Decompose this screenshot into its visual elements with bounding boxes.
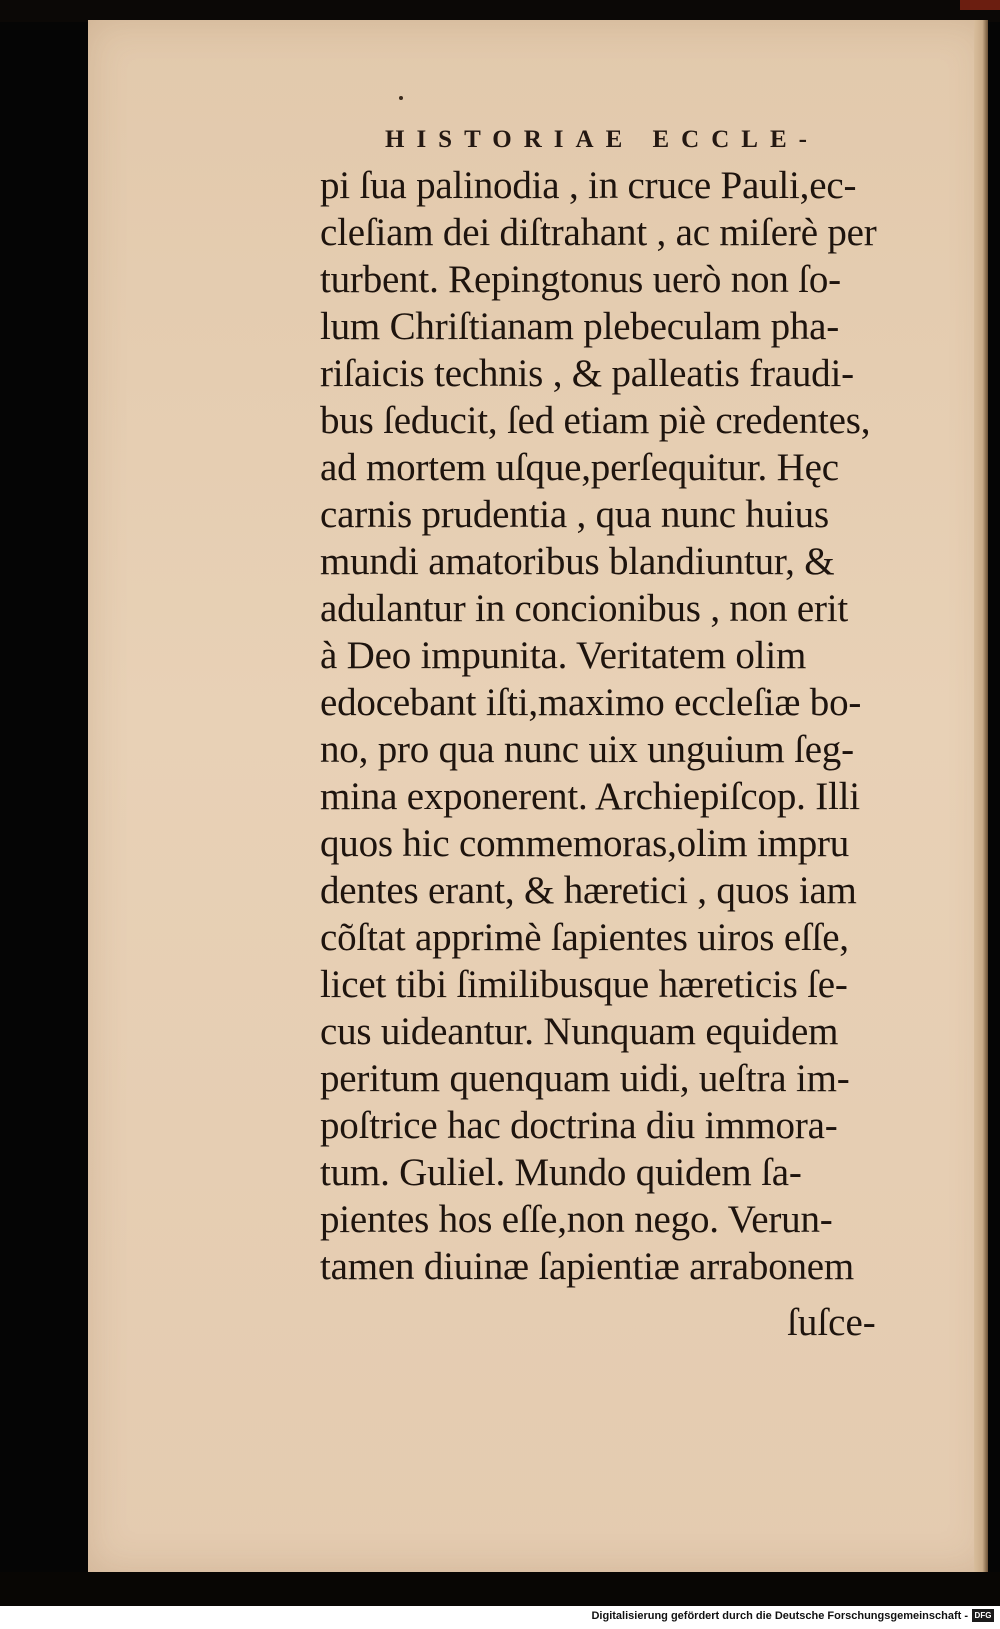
text-line: turbent. Repingtonus uerò non ſo- xyxy=(320,258,841,301)
text-line: no, pro qua nunc uix unguium ſeg- xyxy=(320,728,854,771)
text-line: mundi amatoribus blandiuntur, & xyxy=(320,540,835,583)
scan-bottom-margin xyxy=(0,1572,1000,1606)
text-line: dentes erant, & hæretici , quos iam xyxy=(320,869,857,912)
text-line: tum. Guliel. Mundo quidem ſa- xyxy=(320,1151,802,1194)
ink-dot xyxy=(399,96,403,100)
text-line: peritum quenquam uidi, ueſtra im- xyxy=(320,1057,850,1100)
text-line: lum Chriſtianam plebeculam pha- xyxy=(320,305,840,348)
running-head: HISTORIAE ECCLE- xyxy=(385,126,819,153)
text-line: cõſtat apprimè ſapientes uiros eſſe, xyxy=(320,916,849,959)
text-line: bus ſeducit, ſed etiam piè credentes, xyxy=(320,399,871,442)
text-line: mina exponerent. Archiepiſcop. Illi xyxy=(320,775,860,818)
text-line: poſtrice hac doctrina diu immora- xyxy=(320,1104,838,1147)
text-line: ad mortem uſque,perſequitur. Hęc xyxy=(320,446,839,489)
text-line: pi ſua palinodia , in cruce Pauli,ec- xyxy=(320,164,857,207)
text-line: cleſiam dei diſtrahant , ac miſerè per xyxy=(320,211,877,254)
text-line: quos hic commemoras,olim impru xyxy=(320,822,850,865)
text-line: cus uideantur. Nunquam equidem xyxy=(320,1010,839,1053)
catchword: ſuſce- xyxy=(787,1301,876,1344)
text-line: à Deo impunita. Veritatem olim xyxy=(320,634,807,677)
funding-credit: Digitalisierung gefördert durch die Deutsche Forschungsgemeinschaft - xyxy=(591,1610,968,1622)
text-line: licet tibi ſimilibusque hæreticis ſe- xyxy=(320,963,848,1006)
scan-top-margin xyxy=(0,0,1000,22)
text-line: carnis prudentia , qua nunc huius xyxy=(320,493,829,536)
book-binding-corner xyxy=(960,0,1000,10)
text-line: tamen diuinæ ſapientiæ arrabonem xyxy=(320,1245,855,1288)
text-line: adulantur in concionibus , non erit xyxy=(320,587,849,630)
text-line: pientes hos eſſe,non nego. Verun- xyxy=(320,1198,833,1241)
page-edge xyxy=(974,20,988,1572)
text-line: riſaicis technis , & palleatis fraudi- xyxy=(320,352,854,395)
body-text xyxy=(320,162,960,1290)
dfg-logo-icon: DFG xyxy=(972,1609,994,1622)
text-line: edocebant iſti,maximo eccleſiæ bo- xyxy=(320,681,862,724)
